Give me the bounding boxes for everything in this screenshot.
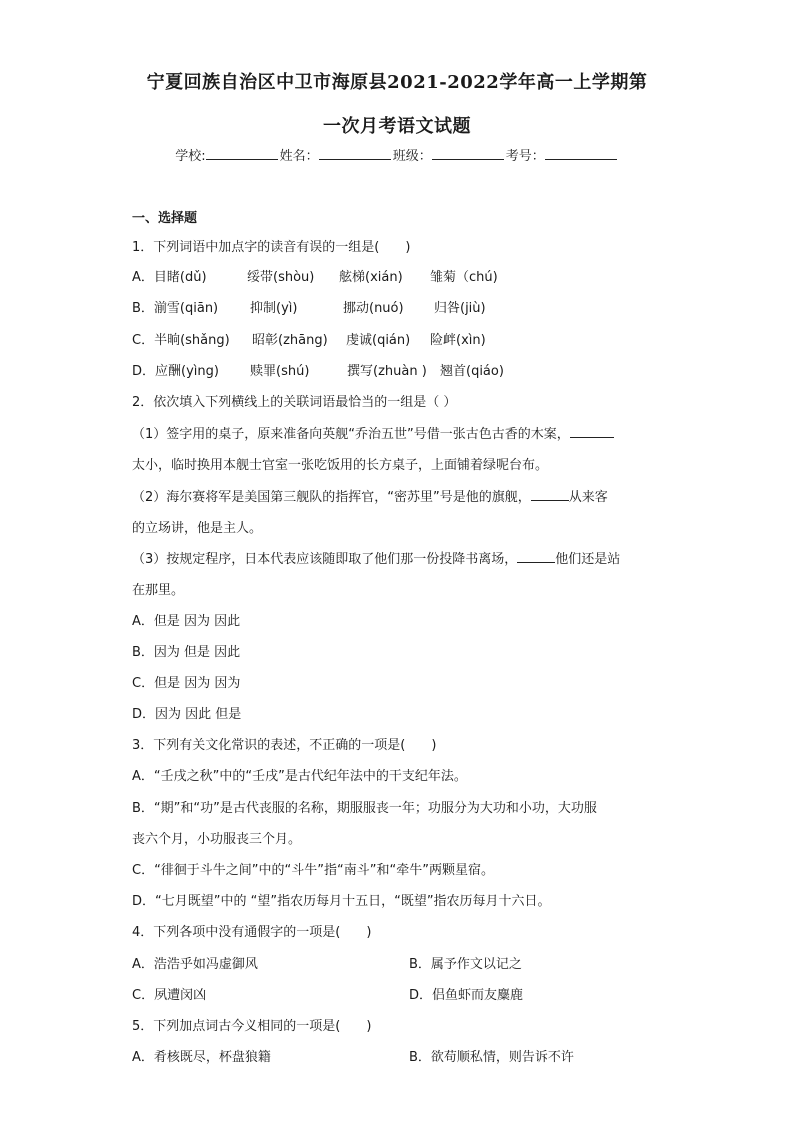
number-blank	[545, 147, 617, 160]
school-blank	[206, 147, 278, 160]
q2-passage-2c: 的立场讲，他是主人。	[132, 521, 263, 536]
student-info-row	[0, 145, 794, 164]
q2-blank-1	[570, 425, 614, 438]
q4-option-c: C．夙遭闵凶	[132, 988, 207, 1003]
q5-stem: 5．下列加点词古今义相同的一项是( )	[132, 1019, 372, 1034]
q2-stem: 2．依次填入下列横线上的关联词语最恰当的一组是（ ）	[132, 395, 457, 410]
q1-option-a-2: 绥带(shòu)	[247, 270, 315, 285]
q1-option-d-3: 撰写(zhuàn )	[347, 364, 427, 379]
q2-passage-3c: 在那里。	[132, 583, 185, 598]
q1-option-d-1: D．应酬(yìng)	[132, 364, 219, 379]
school-label: 学校:	[175, 149, 206, 164]
q1-option-c-3: 虔诚(qián)	[346, 333, 411, 348]
q3-option-d: D．“七月既望”中的 “望”指农历每月十五日，“既望”指农历每月十六日。	[132, 894, 551, 909]
q1-option-d-4: 翘首(qiáo)	[440, 364, 504, 379]
q2-passage-1b: 太小，临时换用本舰士官室一张吃饭用的长方桌子，上面铺着绿呢台布。	[132, 458, 549, 473]
q1-option-c-4: 险衅(xìn)	[430, 333, 486, 348]
q2-passage-2a-text: （2）海尔赛将军是美国第三舰队的指挥官，“密苏里”号是他的旗舰，	[132, 490, 531, 505]
q5-option-b: B．欲苟顺私情，则告诉不许	[409, 1050, 574, 1065]
q2-passage-2a	[132, 486, 608, 505]
q4-option-b: B．属予作文以记之	[409, 957, 522, 972]
q4-option-d: D．侣鱼虾而友麋鹿	[409, 988, 524, 1003]
q2-passage-2b-text: 从来客	[568, 490, 608, 505]
q4-stem: 4．下列各项中没有通假字的一项是( )	[132, 925, 372, 940]
class-blank	[432, 147, 504, 160]
q3-option-b-line2: 丧六个月，小功服丧三个月。	[132, 832, 302, 847]
q2-passage-3a-text: （3）按规定程序，日本代表应该随即取了他们那一份投降书离场，	[132, 552, 518, 567]
q2-passage-1a-text: （1）签字用的桌子，原来准备向英舰“乔治五世”号借一张古色古香的木案，	[132, 427, 570, 442]
name-blank	[319, 147, 391, 160]
section-heading: 一、选择题	[132, 211, 198, 226]
q3-option-b-line1: B．“期”和“功”是古代丧服的名称，期服服丧一年；功服分为大功和小功，大功服	[132, 801, 597, 816]
q3-option-c: C．“徘徊于斗牛之间”中的“斗牛”指“南斗”和“牵牛”两颗星宿。	[132, 863, 494, 878]
q2-passage-1a	[132, 423, 614, 442]
q1-option-a-4: 雏菊（chú)	[430, 270, 498, 285]
q4-option-a: A．浩浩乎如冯虚御风	[132, 957, 258, 972]
q2-passage-3b-text: 他们还是站	[555, 552, 621, 567]
q2-blank-3	[517, 550, 555, 563]
class-label: 班级：	[392, 149, 432, 164]
number-label: 考号：	[505, 149, 545, 164]
exam-title-line1: 宁夏回族自治区中卫市海原县2021-2022学年高一上学期第	[146, 72, 648, 93]
q1-option-b-1: B．湔雪(qiān)	[132, 301, 219, 316]
q2-passage-3a	[132, 548, 620, 567]
q2-option-a: A．但是 因为 因此	[132, 614, 241, 629]
q1-stem: 1．下列词语中加点字的读音有误的一组是( )	[132, 240, 411, 255]
q2-option-c: C．但是 因为 因为	[132, 676, 241, 691]
q1-option-d-2: 赎罪(shú)	[250, 364, 310, 379]
q3-stem: 3．下列有关文化常识的表述，不正确的一项是( )	[132, 738, 437, 753]
q2-option-d: D．因为 因此 但是	[132, 707, 242, 722]
q2-blank-2	[531, 488, 569, 501]
q1-option-b-3: 挪动(nuó)	[343, 301, 404, 316]
q5-option-a: A．肴核既尽，杯盘狼籍	[132, 1050, 271, 1065]
q1-option-c-2: 昭彰(zhāng)	[252, 333, 328, 348]
q1-option-a-3: 舷梯(xián)	[339, 270, 403, 285]
q1-option-b-2: 抑制(yì)	[250, 301, 298, 316]
q1-option-a-1: A．目睹(dǔ)	[132, 270, 207, 285]
q2-option-b: B．因为 但是 因此	[132, 645, 241, 660]
exam-title-line2: 一次月考语文试题	[323, 116, 471, 137]
q1-option-c-1: C．半晌(shǎng)	[132, 333, 230, 348]
name-label: 姓名：	[279, 149, 319, 164]
q1-option-b-4: 归咎(jiù)	[434, 301, 486, 316]
q3-option-a: A．“壬戌之秋”中的“壬戌”是古代纪年法中的干支纪年法。	[132, 769, 467, 784]
